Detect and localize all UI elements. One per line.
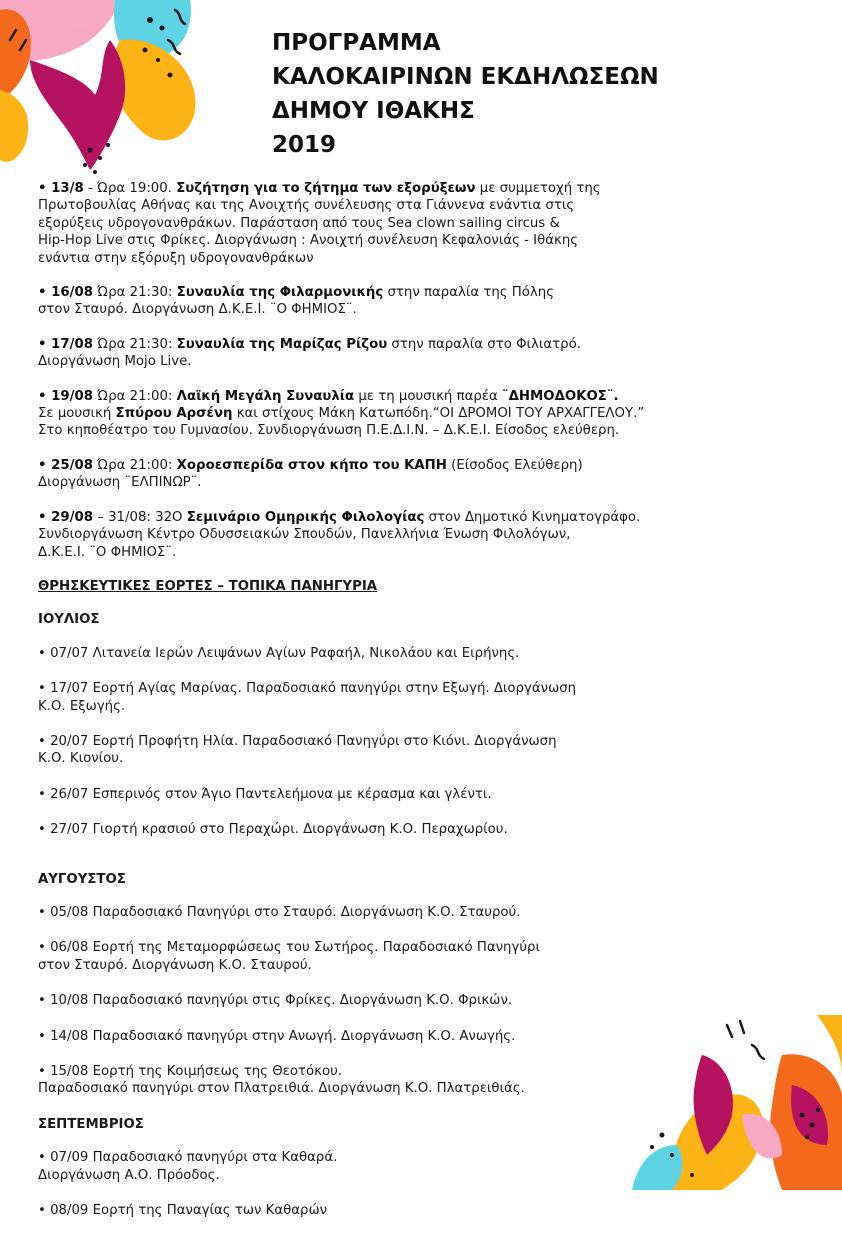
event-band: ¨ΔΗΜΟΔΟΚΟΣ¨. — [501, 388, 619, 404]
event-detail: στην παραλία της Πόλης — [383, 285, 555, 301]
list-item-text: • 20/07 Εορτή Προφήτη Ηλία. Παραδοσιακό Πανηγύρι στο Κιόνι. Διοργάνωση — [38, 733, 557, 749]
month-heading: ΣΕΠΤΕΜΒΡΙΟΣ — [38, 1116, 144, 1132]
event-time: Ώρα 21:00: — [93, 388, 177, 404]
event-name: Σεμινάριο Ομηρικής Φιλολογίας — [186, 509, 425, 525]
list-item — [38, 1149, 808, 1184]
list-item — [38, 821, 808, 838]
program-content — [38, 180, 808, 1237]
event-detail: Πρωτοβουλίας Αθήνας και της Ανοιχτής συνέλευσης στα Γιάννενα ενάντια στις — [38, 198, 575, 214]
floral-decoration-top-icon — [0, 0, 210, 210]
event-detail: Διοργάνωση Mojo Live. — [38, 354, 192, 370]
list-item-text: • 07/07 Λιτανεία Ιερών Λειψάνων Αγίων Ραφαήλ, Νικολάου και Ειρήνης. — [38, 645, 520, 661]
event-detail: στον Δημοτικό Κινηματογράφο. — [424, 509, 641, 525]
list-item-text: Παραδοσιακό πανηγύρι στον Πλατρειθιά. Διοργάνωση Κ.Ο. Πλατρειθιάς. — [38, 1081, 525, 1097]
religious-section-heading: ΘΡΗΣΚΕΥΤΙΚΕΣ ΕΟΡΤΕΣ – ΤΟΠΙΚΑ ΠΑΝΗΓΥΡΙΑ — [38, 578, 378, 594]
list-item-text: • 14/08 Παραδοσιακό πανηγύρι στην Ανωγή. Διοργάνωση Κ.Ο. Ανωγής. — [38, 1028, 516, 1044]
list-item — [38, 680, 808, 715]
event-date: • 16/08 — [38, 285, 93, 301]
event-item — [38, 509, 808, 561]
title-line: ΔΗΜΟΥ ΙΘΑΚΗΣ — [272, 98, 475, 124]
list-item-text: • 17/07 Εορτή Αγίας Μαρίνας. Παραδοσιακό πανηγύρι στην Εξωγή. Διοργάνωση — [38, 681, 577, 697]
event-detail: με τη μουσική παρέα — [354, 388, 502, 404]
event-detail: και στίχους Μάκη Κατωπόδη.“ΟΙ ΔΡΟΜΟΙ ΤΟΥ ΑΡΧΑΓΓΕΛΟΥ.” — [232, 406, 645, 422]
event-date: • 13/8 — [38, 181, 84, 196]
list-item-text: • 10/08 Παραδοσιακό πανηγύρι στις Φρίκες. Διοργάνωση Κ.Ο. Φρικών. — [38, 993, 513, 1009]
list-item-text: • 15/08 Εορτή της Κοιμήσεως της Θεοτόκου. — [38, 1064, 343, 1079]
list-item — [38, 645, 808, 662]
list-item-text: • 08/09 Εορτή της Παναγίας των Καθαρών — [38, 1203, 328, 1219]
event-name: Συζήτηση για το ζήτημα των εξορύξεων — [176, 181, 476, 196]
event-detail: Συνδιοργάνωση Κέντρο Οδυσσειακών Σπουδών, Πανελλήνια Ένωση Φιλολόγων, — [38, 527, 571, 543]
event-date: • 17/08 — [38, 336, 93, 352]
list-item-text: • 05/08 Παραδοσιακό Πανηγύρι στο Σταυρό. Διοργάνωση Κ.Ο. Σταυρού. — [38, 904, 521, 920]
list-item — [38, 1063, 808, 1098]
list-item-text: Κ.Ο. Εξωγής. — [38, 698, 126, 714]
event-time: - Ώρα 19:00. — [83, 181, 177, 196]
list-item-text: • 27/07 Γιορτή κρασιού στο Περαχώρι. Διοργάνωση Κ.Ο. Περαχωρίου. — [38, 822, 508, 838]
event-time: Ώρα 21:00: — [93, 457, 177, 473]
list-item — [38, 939, 808, 974]
list-item-text: • 26/07 Εσπερινός στον Άγιο Παντελεήμονα με κέρασμα και γλέντι. — [38, 786, 492, 802]
event-time: Ώρα 21:30: — [93, 285, 177, 301]
document-title — [272, 26, 659, 162]
list-item-text: στον Σταυρό. Διοργάνωση Κ.Ο. Σταυρού. — [38, 957, 312, 973]
event-detail: με συμμετοχή της — [475, 181, 601, 196]
month-heading: ΙΟΥΛΙΟΣ — [38, 612, 100, 628]
event-detail: Hip-Hop Live στις Φρίκες. Διοργάνωση : Ανοιχτή συνέλευση Κεφαλονιάς - Ιθάκης — [38, 233, 579, 249]
event-detail: Σε μουσική — [38, 406, 116, 422]
event-name: Λαϊκή Μεγάλη Συναυλία — [176, 388, 355, 404]
event-composer: Σπύρου Αρσένη — [115, 406, 233, 422]
title-line: ΚΑΛΟΚΑΙΡΙΝΩΝ ΕΚΔΗΛΩΣΕΩΝ — [272, 64, 659, 90]
list-item — [38, 992, 808, 1009]
list-item — [38, 1202, 808, 1219]
event-item — [38, 457, 808, 492]
title-line: ΠΡΟΓΡΑΜΜΑ — [272, 30, 441, 56]
event-date: • 29/08 — [38, 509, 93, 525]
event-detail: ενάντια στην εξόρυξη υδρογονανθράκων — [38, 250, 314, 266]
event-detail: στην παραλία στο Φιλιατρό. — [387, 336, 581, 352]
event-detail: εξορύξεις υδρογονανθράκων. Παράσταση από τους Sea clown sailing circus & — [38, 215, 560, 231]
event-date: • 25/08 — [38, 457, 93, 473]
list-item — [38, 904, 808, 921]
event-name: Χοροεσπερίδα στον κήπο του ΚΑΠΗ — [176, 457, 447, 473]
event-detail: Στο κηποθέατρο του Γυμνασίου. Συνδιοργάνωση Π.Ε.Δ.Ι.Ν. – Δ.Κ.Ε.Ι. Είσοδος ελεύθερη. — [38, 423, 620, 439]
event-item — [38, 180, 808, 267]
event-name: Συναυλία της Φιλαρμονικής — [176, 285, 384, 301]
month-heading: ΑΥΓΟΥΣΤΟΣ — [38, 871, 126, 887]
event-date: • 19/08 — [38, 388, 93, 404]
event-detail: στον Σταυρό. Διοργάνωση Δ.Κ.Ε.Ι. ¨Ο ΦΗΜΙΟΣ¨. — [38, 302, 357, 318]
event-detail: (Είσοδος Ελεύθερη) — [446, 457, 583, 473]
list-item-text: Διοργάνωση Α.Ο. Πρόοδος. — [38, 1167, 220, 1183]
event-name: Συναυλία της Μαρίζας Ρίζου — [176, 336, 388, 352]
event-item — [38, 388, 808, 440]
event-detail: Δ.Κ.Ε.Ι. ¨Ο ΦΗΜΙΟΣ¨. — [38, 544, 177, 560]
list-item-text: Κ.Ο. Κιονίου. — [38, 751, 124, 767]
list-item-text: • 06/08 Εορτή της Μεταμορφώσεως του Σωτήρος. Παραδοσιακό Πανηγύρι — [38, 940, 540, 956]
list-item — [38, 786, 808, 803]
event-item — [38, 336, 808, 371]
list-item-text: • 07/09 Παραδοσιακό πανηγύρι στα Καθαρά. — [38, 1150, 338, 1166]
list-item — [38, 1028, 808, 1045]
title-year: 2019 — [272, 132, 337, 158]
event-time: – 31/08: 32Ο — [93, 509, 187, 525]
event-item — [38, 284, 808, 319]
event-detail: Διοργάνωση ¨ΕΛΠΙΝΩΡ¨. — [38, 475, 202, 491]
list-item — [38, 733, 808, 768]
event-time: Ώρα 21:30: — [93, 336, 177, 352]
